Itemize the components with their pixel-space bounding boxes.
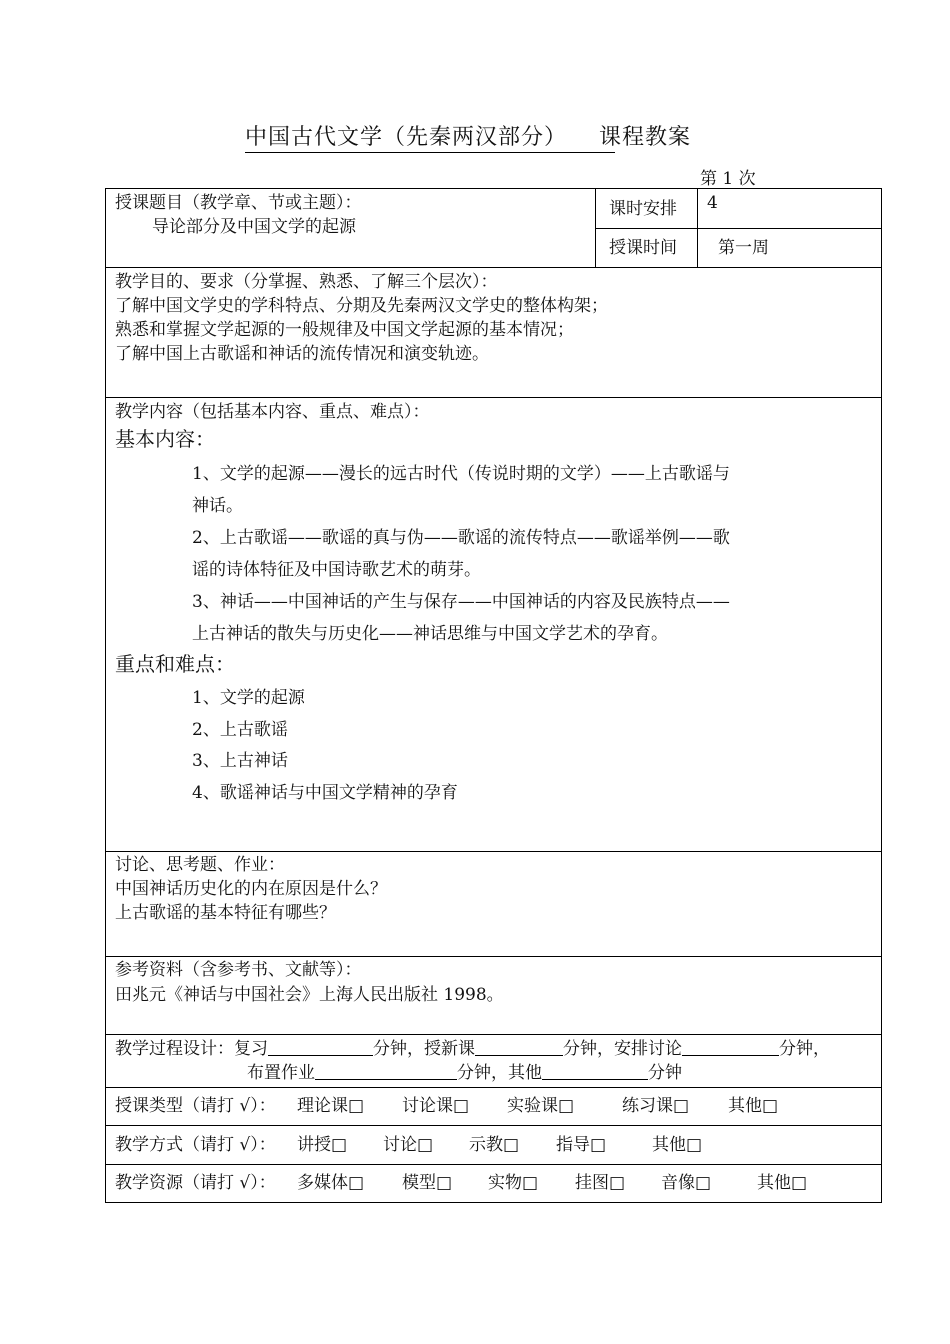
references-label: 参考资料（含参考书、文献等）： [115, 960, 362, 980]
hours-label: 课时安排 [609, 199, 677, 219]
basic-content-line: 上古神话的散失与历史化——神话思维与中国文学艺术的孕育。 [192, 624, 668, 644]
discussion-item: 上古歌谣的基本特征有哪些？ [115, 903, 336, 923]
key-point-item: 2、上古歌谣 [192, 720, 288, 740]
teaching-resources-option[interactable]: 多媒体□ [297, 1173, 365, 1193]
basic-content-line: 3、神话——中国神话的产生与保存——中国神话的内容及民族特点—— [192, 592, 730, 612]
sep-5 [105, 1034, 882, 1035]
time-label: 授课时间 [609, 238, 677, 258]
homework-minutes-blank[interactable] [315, 1061, 457, 1080]
teaching-method-option[interactable]: 讨论□ [383, 1135, 434, 1155]
sep-2 [105, 397, 882, 398]
basic-content-line: 2、上古歌谣——歌谣的真与伪——歌谣的流传特点——歌谣举例——歌 [192, 528, 730, 548]
key-points-heading: 重点和难点： [115, 652, 235, 676]
discussion-label: 讨论、思考题、作业： [115, 855, 285, 875]
key-point-item: 4、歌谣神话与中国文学精神的孕育 [192, 783, 458, 803]
lesson-type-option[interactable]: 讨论课□ [402, 1096, 470, 1116]
objective-item: 了解中国上古歌谣和神话的流传情况和演变轨迹。 [115, 344, 489, 364]
sep-3 [105, 851, 882, 852]
review-minutes-blank[interactable] [268, 1037, 373, 1056]
new-lesson-label: 授新课 [424, 1039, 475, 1059]
table-border-top [105, 188, 882, 189]
time-value: 第一周 [718, 238, 769, 258]
other-label: 其他 [508, 1063, 542, 1083]
table-border-left [105, 188, 106, 1202]
objectives-label: 教学目的、要求（分掌握、熟悉、了解三个层次）： [115, 272, 498, 292]
teaching-resources-option[interactable]: 挂图□ [575, 1173, 626, 1193]
teaching-resources-option[interactable]: 实物□ [488, 1173, 539, 1193]
teaching-resources-label: 教学资源（请打 √）： [115, 1173, 276, 1193]
objective-item: 熟悉和掌握文学起源的一般规律及中国文学起源的基本情况； [115, 320, 574, 340]
teaching-method-option[interactable]: 其他□ [652, 1135, 703, 1155]
plan-label: 课程教案 [599, 125, 692, 150]
topic-label: 授课题目（教学章、节或主题）： [115, 193, 362, 213]
process-line-2 [247, 1061, 682, 1085]
sep-6 [105, 1087, 882, 1088]
basic-content-heading: 基本内容： [115, 427, 215, 451]
lesson-type-option[interactable]: 练习课□ [622, 1096, 690, 1116]
teaching-method-option[interactable]: 指导□ [556, 1135, 607, 1155]
course-title: 中国古代文学（先秦两汉部分） [245, 125, 568, 150]
objective-item: 了解中国文学史的学科特点、分期及先秦两汉文学史的整体构架； [115, 296, 608, 316]
teaching-method-label: 教学方式（请打 √）： [115, 1135, 276, 1155]
minutes-unit: 分钟， [457, 1063, 508, 1083]
review-label: 复习 [234, 1039, 268, 1059]
basic-content-line: 谣的诗体特征及中国诗歌艺术的萌芽。 [192, 560, 481, 580]
hours-value: 4 [707, 193, 718, 213]
lesson-type-label: 授课类型（请打 √）： [115, 1096, 276, 1116]
minutes-unit: 分钟， [373, 1039, 424, 1059]
lesson-type-option[interactable]: 理论课□ [297, 1096, 365, 1116]
sep-7 [105, 1125, 882, 1126]
process-line-1 [115, 1037, 830, 1061]
process-label: 教学过程设计： [115, 1039, 234, 1059]
lesson-type-option[interactable]: 其他□ [728, 1096, 779, 1116]
teaching-resources-option[interactable]: 音像□ [661, 1173, 712, 1193]
sep-8 [105, 1164, 882, 1165]
key-point-item: 1、文学的起源 [192, 688, 305, 708]
minutes-unit: 分钟， [563, 1039, 614, 1059]
teaching-method-option[interactable]: 示教□ [469, 1135, 520, 1155]
teaching-resources-option[interactable]: 模型□ [402, 1173, 453, 1193]
key-point-item: 3、上古神话 [192, 751, 288, 771]
other-minutes-blank[interactable] [542, 1061, 648, 1080]
discuss-label: 安排讨论 [614, 1039, 682, 1059]
basic-content-line: 神话。 [192, 496, 243, 516]
sep-4 [105, 956, 882, 957]
minutes-unit: 分钟， [779, 1039, 830, 1059]
row1-split [595, 228, 882, 229]
lesson-type-option[interactable]: 实验课□ [507, 1096, 575, 1116]
table-border-right [881, 188, 882, 1202]
minutes-unit: 分钟 [648, 1063, 682, 1083]
sep-1 [105, 267, 882, 268]
new-lesson-minutes-blank[interactable] [475, 1037, 563, 1056]
content-label: 教学内容（包括基本内容、重点、难点）： [115, 402, 430, 422]
discussion-item: 中国神话历史化的内在原因是什么？ [115, 879, 387, 899]
page-title [245, 120, 691, 151]
topic-value: 导论部分及中国文学的起源 [152, 217, 356, 237]
homework-label: 布置作业 [247, 1063, 315, 1083]
teaching-resources-option[interactable]: 其他□ [757, 1173, 808, 1193]
table-border-bottom [105, 1202, 882, 1203]
reference-item: 田兆元《神话与中国社会》上海人民出版社 1998。 [115, 985, 504, 1005]
session-number: 第 1 次 [700, 169, 756, 189]
teaching-method-option[interactable]: 讲授□ [297, 1135, 348, 1155]
basic-content-line: 1、文学的起源——漫长的远古时代（传说时期的文学）——上古歌谣与 [192, 464, 730, 484]
title-underline [245, 152, 615, 153]
discuss-minutes-blank[interactable] [682, 1037, 779, 1056]
